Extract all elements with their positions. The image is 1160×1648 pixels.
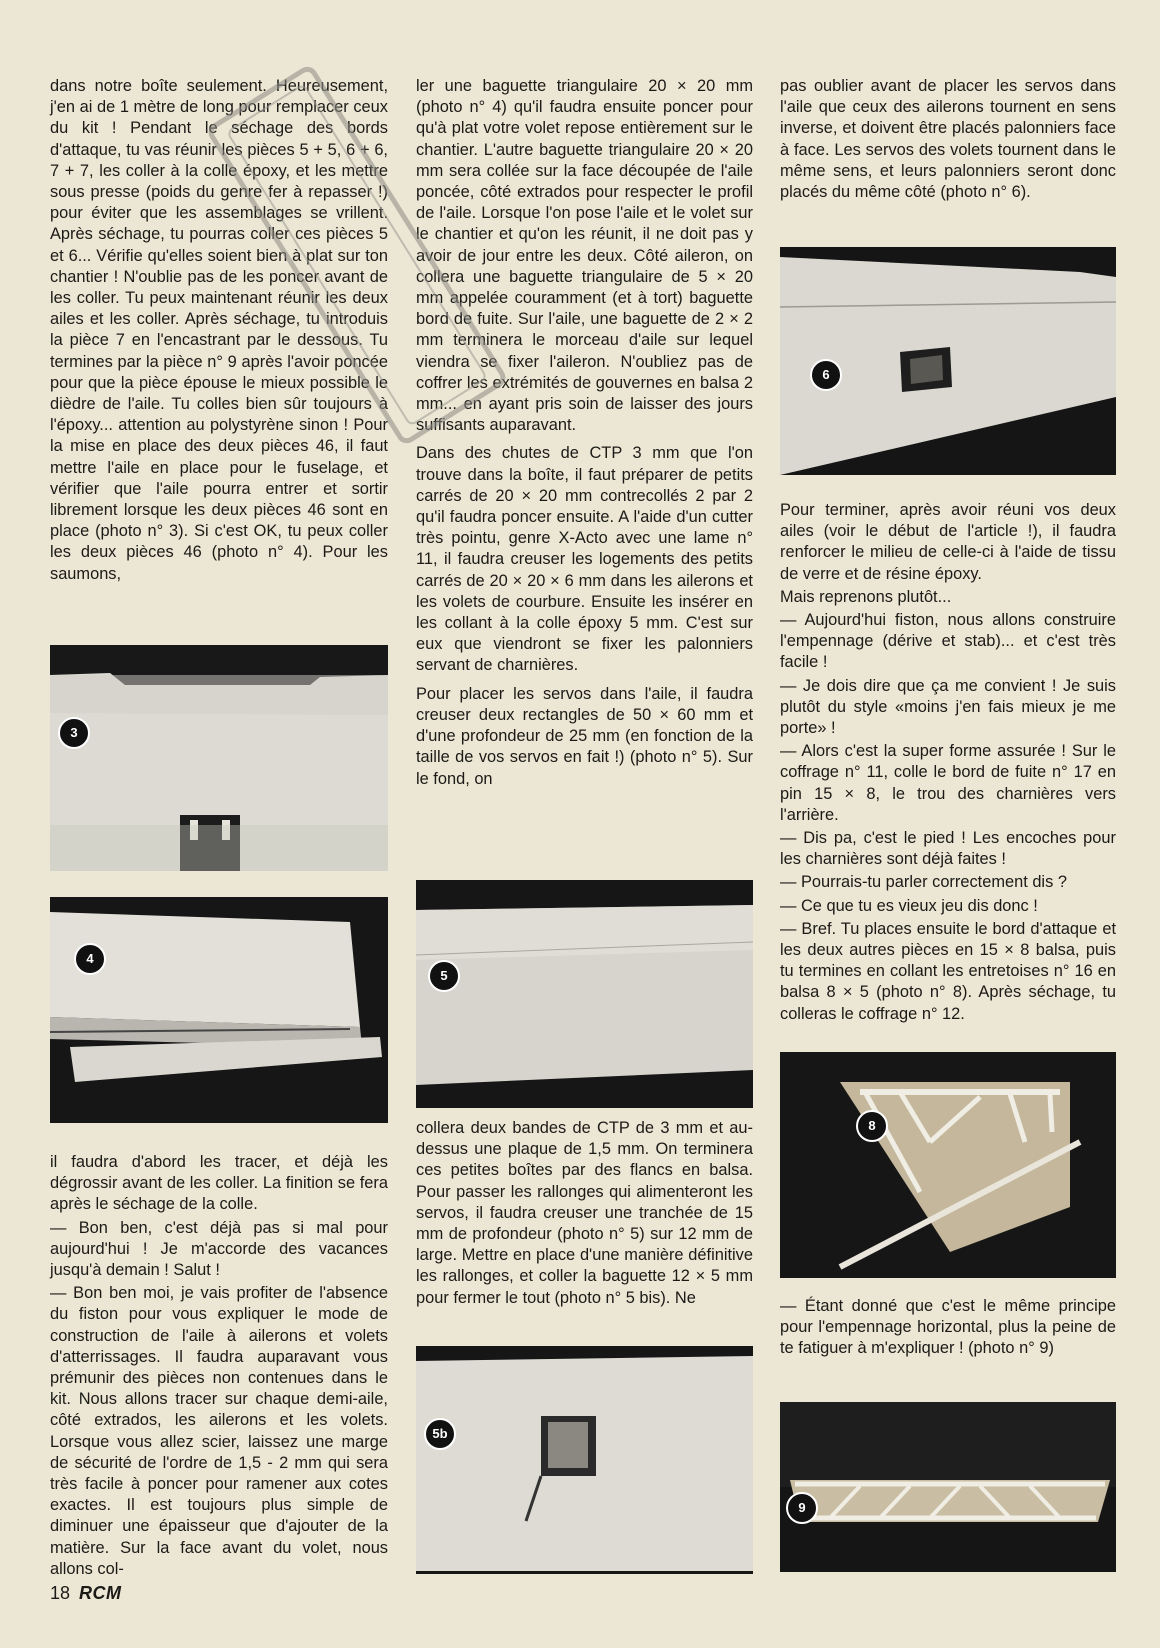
column-2-top bbox=[416, 76, 753, 792]
photo-3 bbox=[50, 645, 388, 871]
paragraph: — Ce que tu es vieux jeu dis donc ! bbox=[780, 896, 1038, 915]
photo-5b-image bbox=[416, 1346, 753, 1574]
paragraph: Pour placer les servos dans l'aile, il faudra creuser deux rectangles de 50 × 60 mm et d'une profondeur de 25 mm (en fonction de la taille de vos servos en fait !) (photo n° 5). Sur le fond, on bbox=[416, 684, 753, 788]
paragraph: — Pourrais-tu parler correctement dis ? bbox=[780, 873, 1067, 892]
paragraph: collera deux bandes de CTP de 3 mm et au-dessus une plaque de 1,5 mm. On terminera ces petites boîtes par des flancs en balsa. Pour passer les rallonges qui alimenteront les servos, il faudra creuser une tranchée de 15 mm de profondeur (photo n° 5) sur 12 mm de large. Mettre en place d'une manière définitive les rallonges, et coller la baguette 12 × 5 mm pour fermer le tout (photo n° 5 bis). Ne bbox=[416, 1119, 753, 1307]
paragraph: dans notre boîte seulement. Heureusement, j'en ai de 1 mètre de long pour remplacer ceux du kit ! Pendant le séchage des bords d'attaque, tu vas réunir les pièces 5 + 5, 6 + 6, 7 + 7, les coller à la colle époxy, et les mettre sous presse (poids du genre fer à repasser !) pour éviter que les assemblages se vrillent. Après séchage, tu pourras coller ces pièces 5 et 6... Vérifie qu'elles soient bien à plat sur ton chantier ! N'oublie pas de les poncer avant de les coller. Tu peux maintenant réunir les deux ailes et les coller. Après séchage, tu introduis la pièce 7 en l'encastrant par le dessous. Tu termines par la pièce n° 9 après l'avoir poncée pour que la pièce épouse le mieux possible le dièdre de l'aile. Tu colles bien sûr toujours à l'époxy... attention au polystyrène sinon ! Pour la mise en place des deux pièces 46, il faut mettre l'aile en place pour le fuselage, et vérifier que l'aile pourra entrer et sortir librement lorsque les deux pièces 46 sont en place (photo n° 3). Si c'est OK, tu peux coller les deux pièces 46 (photo n° 4). Pour les saumons, bbox=[50, 77, 388, 583]
paragraph: ler une baguette triangulaire 20 × 20 mm (photo n° 4) qu'il faudra ensuite poncer pour qu'à plat votre volet repose entièrement sur le chantier. L'autre baguette triangulaire 20 × 20 mm sera collée sur la face découpée de l'aile poncée, côté extrados pour respecter le profil de l'aile. Lorsque l'on pose l'aile et le volet sur le chantier et qu'on les réunit, il ne doit pas y avoir de jour entre les deux. Côté aileron, on collera une baguette triangulaire de 5 × 20 mm appelée couramment (et à tort) baguette bord de fuite. Sur l'aile, une baguette de 2 × 2 mm terminera le morceau d'aile sur lequel viendra se fixer l'aileron. N'oubliez pas de coffrer les extrémités de gouvernes en balsa 2 mm... en ayant pris soin de laisser des jours suffisants auparavant. bbox=[416, 77, 753, 435]
photo-8-image bbox=[780, 1052, 1116, 1278]
page-footer bbox=[50, 1583, 122, 1604]
column-1-top bbox=[50, 76, 388, 587]
paragraph: Mais reprenons plutôt... bbox=[780, 587, 952, 606]
column-3-top bbox=[780, 76, 1116, 205]
photo-5b-number: 5b bbox=[424, 1418, 456, 1450]
photo-4-number: 4 bbox=[74, 943, 106, 975]
paragraph: — Je dois dire que ça me convient ! Je suis plutôt du style «moins j'en fais mieux je me porte» ! bbox=[780, 676, 1116, 738]
photo-5-image bbox=[416, 880, 753, 1108]
photo-5 bbox=[416, 880, 753, 1108]
column-2-bottom bbox=[416, 1118, 753, 1311]
photo-5-number: 5 bbox=[428, 960, 460, 992]
photo-3-number: 3 bbox=[58, 717, 90, 749]
column-3-middle bbox=[780, 500, 1116, 1027]
magazine-name: RCM bbox=[79, 1583, 122, 1603]
paragraph: — Bon ben, c'est déjà pas si mal pour aujourd'hui ! Je m'accorde des vacances jusqu'à demain ! Salut ! bbox=[50, 1218, 388, 1280]
photo-5b bbox=[416, 1346, 753, 1574]
paragraph: — Alors c'est la super forme assurée ! Sur le coffrage n° 11, colle le bord de fuite n° 17 en pin 15 × 8, le trou des charnières vers l'arrière. bbox=[780, 742, 1116, 824]
photo-4 bbox=[50, 897, 388, 1123]
photo-6 bbox=[780, 247, 1116, 475]
page-number: 18 bbox=[50, 1583, 71, 1603]
paragraph: — Aujourd'hui fiston, nous allons construire l'empennage (dérive et stab)... et c'est très facile ! bbox=[780, 611, 1116, 672]
photo-8-number: 8 bbox=[856, 1110, 888, 1142]
paragraph: — Bref. Tu places ensuite le bord d'attaque et les deux autres pièces en 15 × 8 balsa, puis tu termines en collant les entretoises n° 16 en balsa 8 × 5 (photo n° 8). Après séchage, tu colleras le coffrage n° 12. bbox=[780, 919, 1116, 1023]
column-1-bottom bbox=[50, 1152, 388, 1582]
paragraph: Pour terminer, après avoir réuni vos deux ailes (voir le début de l'article !), il faudra renforcer le milieu de celle-ci à l'aide de tissu de verre et de résine époxy. bbox=[780, 501, 1116, 583]
paragraph: — Étant donné que c'est le même principe pour l'empennage horizontal, plus la peine de te fatiguer à m'expliquer ! (photo n° 9) bbox=[780, 1297, 1116, 1358]
photo-9-number: 9 bbox=[786, 1492, 818, 1524]
photo-4-image bbox=[50, 897, 388, 1123]
photo-3-image bbox=[50, 645, 388, 871]
photo-9-image bbox=[780, 1402, 1116, 1572]
photo-6-number: 6 bbox=[810, 359, 842, 391]
photo-8 bbox=[780, 1052, 1116, 1278]
paragraph: pas oublier avant de placer les servos dans l'aile que ceux des ailerons tournent en sens inverse, et doivent être placés palonniers face à face. Les servos des volets tournent dans le même sens, et leurs palonniers seront donc placés du même côté (photo n° 6). bbox=[780, 77, 1116, 202]
paragraph: il faudra d'abord les tracer, et déjà les dégrossir avant de les coller. La finition se fera après le séchage de la colle. bbox=[50, 1153, 388, 1214]
paragraph: Dans des chutes de CTP 3 mm que l'on trouve dans la boîte, il faut préparer de petits carrés de 20 × 20 mm contrecollés 2 par 2 qu'il faudra poncer ensuite. A l'aide d'un cutter très pointu, genre X-Acto avec une lame n° 11, il faudra creuser les logements des petits carrés de 20 × 20 × 6 mm dans les ailerons et les volets de courbure. Ensuite les insérer en les collant à la colle époxy 5 mm. C'est sur eux que viendront se fixer les palonniers servant de charnières. bbox=[416, 444, 753, 675]
paragraph: — Dis pa, c'est le pied ! Les encoches pour les charnières sont déjà faites ! bbox=[780, 829, 1116, 869]
photo-9 bbox=[780, 1402, 1116, 1572]
column-3-bottom bbox=[780, 1296, 1116, 1362]
paragraph: — Bon ben moi, je vais profiter de l'absence du fiston pour vous expliquer le mode de construction de l'aile à ailerons et volets d'atterrissages. Il faudra auparavant vous prémunir des pièces non contenues dans le kit. Nous allons tracer sur chaque demi-aile, côté extrados, les ailerons et les volets. Lorsque vous allez scier, laissez une marge de sécurité de l'ordre de 1,5 - 2 mm qui sera très facile à poncer pour ramener aux cotes exactes. Il est toujours plus simple de diminuer une épaisseur que d'ajouter de la matière. Sur la face avant du volet, nous allons col- bbox=[50, 1284, 388, 1578]
